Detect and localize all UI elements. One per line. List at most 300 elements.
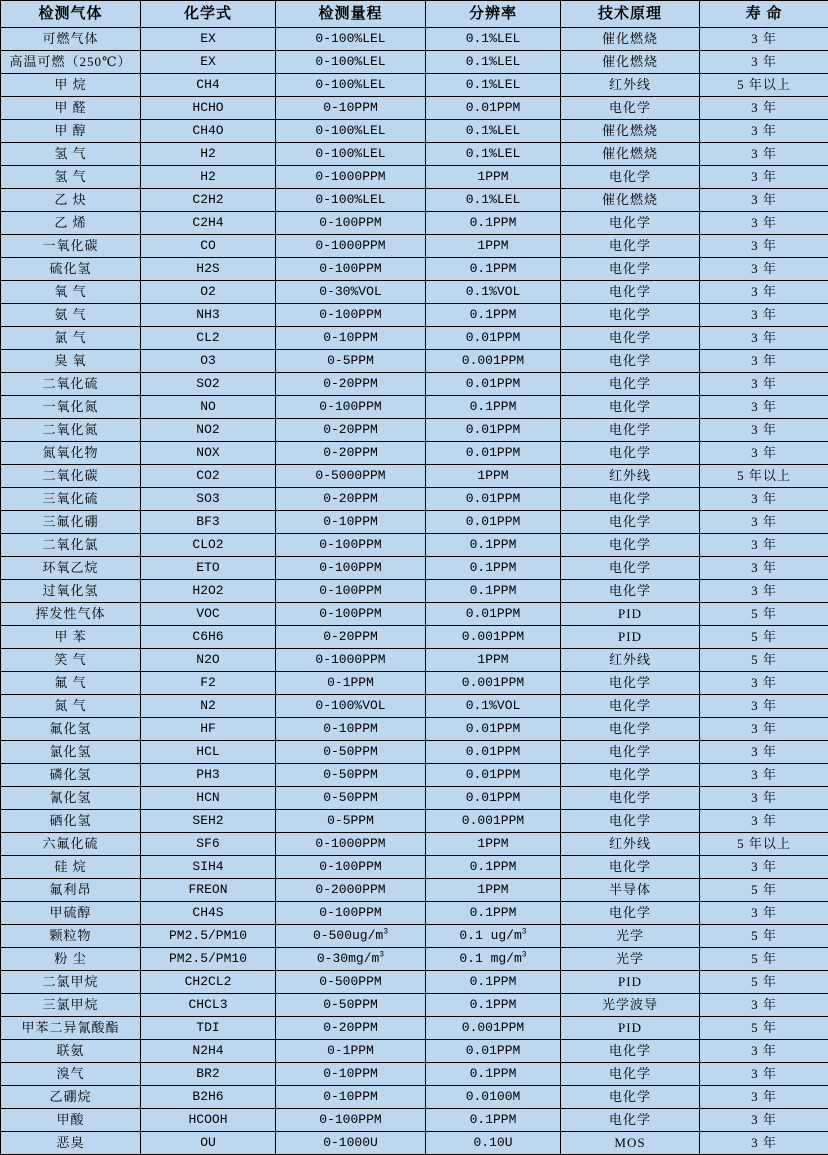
cell-resolution: 0.01PPM: [426, 327, 561, 350]
table-row: [1, 304, 828, 327]
table-row: [1, 672, 828, 695]
table-row: [1, 695, 828, 718]
cell-gas: 三氧化硫: [1, 488, 141, 511]
cell-gas: 氟利昂: [1, 879, 141, 902]
cell-range: 0-50PPM: [276, 741, 426, 764]
cell-technology: 光学: [561, 925, 700, 948]
table-row: [1, 580, 828, 603]
cell-resolution: 0.10U: [426, 1132, 561, 1155]
cell-lifetime: 3 年: [700, 1040, 828, 1063]
table-row: [1, 1109, 828, 1132]
cell-formula: SO3: [141, 488, 276, 511]
cell-resolution: 0.1PPM: [426, 856, 561, 879]
cell-formula: BR2: [141, 1063, 276, 1086]
cell-gas: 高温可燃（250℃）: [1, 51, 141, 74]
cell-range: 0-10PPM: [276, 1063, 426, 1086]
cell-range: 0-100PPM: [276, 902, 426, 925]
cell-range: 0-30%VOL: [276, 281, 426, 304]
cell-range: 0-100PPM: [276, 212, 426, 235]
cell-lifetime: 3 年: [700, 28, 828, 51]
cell-resolution: 0.01PPM: [426, 97, 561, 120]
cell-technology: 催化燃烧: [561, 120, 700, 143]
cell-gas: 颗粒物: [1, 925, 141, 948]
cell-gas: 可燃气体: [1, 28, 141, 51]
cell-range: 0-100PPM: [276, 396, 426, 419]
cell-gas: 硫化氢: [1, 258, 141, 281]
cell-resolution: 0.1PPM: [426, 557, 561, 580]
cell-gas: 二氧化氯: [1, 534, 141, 557]
cell-formula: NOX: [141, 442, 276, 465]
table-row: [1, 994, 828, 1017]
cell-lifetime: 3 年: [700, 235, 828, 258]
cell-gas: 氨 气: [1, 304, 141, 327]
cell-range: 0-5000PPM: [276, 465, 426, 488]
cell-formula: CHCL3: [141, 994, 276, 1017]
table-row: [1, 557, 828, 580]
cell-resolution: 0.01PPM: [426, 787, 561, 810]
cell-lifetime: 3 年: [700, 718, 828, 741]
cell-gas: 一氧化碳: [1, 235, 141, 258]
cell-range: 0-50PPM: [276, 994, 426, 1017]
cell-range: 0-1000PPM: [276, 235, 426, 258]
cell-resolution: 0.001PPM: [426, 350, 561, 373]
cell-range: 0-1PPM: [276, 1040, 426, 1063]
table-row: [1, 74, 828, 97]
cell-range: 0-5PPM: [276, 810, 426, 833]
cell-range: 0-1000PPM: [276, 649, 426, 672]
cell-gas: 硒化氢: [1, 810, 141, 833]
cell-lifetime: 3 年: [700, 51, 828, 74]
cell-formula: SF6: [141, 833, 276, 856]
table-row: [1, 143, 828, 166]
cell-formula: C6H6: [141, 626, 276, 649]
cell-lifetime: 3 年: [700, 97, 828, 120]
cell-formula: EX: [141, 28, 276, 51]
table-row: [1, 419, 828, 442]
cell-gas: 甲 醛: [1, 97, 141, 120]
cell-gas: 二氧化碳: [1, 465, 141, 488]
cell-lifetime: 3 年: [700, 120, 828, 143]
cell-lifetime: 5 年以上: [700, 465, 828, 488]
cell-resolution: 0.1%VOL: [426, 695, 561, 718]
cell-technology: 催化燃烧: [561, 143, 700, 166]
cell-resolution: 0.01PPM: [426, 741, 561, 764]
cell-resolution: 0.1PPM: [426, 1109, 561, 1132]
cell-technology: 电化学: [561, 304, 700, 327]
cell-technology: 催化燃烧: [561, 51, 700, 74]
cell-lifetime: 3 年: [700, 212, 828, 235]
cell-range: 0-20PPM: [276, 1017, 426, 1040]
table-row: [1, 534, 828, 557]
table-row: [1, 258, 828, 281]
cell-technology: 电化学: [561, 580, 700, 603]
cell-technology: 催化燃烧: [561, 189, 700, 212]
cell-technology: 电化学: [561, 235, 700, 258]
cell-resolution: 0.01PPM: [426, 603, 561, 626]
table-row: [1, 350, 828, 373]
cell-lifetime: 3 年: [700, 488, 828, 511]
cell-formula: F2: [141, 672, 276, 695]
cell-resolution: 0.1PPM: [426, 212, 561, 235]
cell-gas: 环氧乙烷: [1, 557, 141, 580]
cell-lifetime: 3 年: [700, 189, 828, 212]
cell-gas: 二氧化氮: [1, 419, 141, 442]
cell-lifetime: 3 年: [700, 1109, 828, 1132]
cell-lifetime: 3 年: [700, 1132, 828, 1155]
cell-technology: 红外线: [561, 833, 700, 856]
cell-gas: 甲 烷: [1, 74, 141, 97]
cell-resolution: 0.001PPM: [426, 672, 561, 695]
cell-range: 0-100PPM: [276, 304, 426, 327]
cell-formula: N2: [141, 695, 276, 718]
table-row: [1, 902, 828, 925]
cell-lifetime: 3 年: [700, 419, 828, 442]
cell-formula: N2H4: [141, 1040, 276, 1063]
cell-technology: 红外线: [561, 649, 700, 672]
table-row: [1, 649, 828, 672]
cell-range: $0-30mg/m^3$: [276, 948, 426, 971]
cell-range: 0-20PPM: [276, 442, 426, 465]
cell-resolution: 1PPM: [426, 833, 561, 856]
cell-formula: HCN: [141, 787, 276, 810]
cell-resolution: 0.1PPM: [426, 580, 561, 603]
cell-range: 0-20PPM: [276, 488, 426, 511]
cell-formula: H2S: [141, 258, 276, 281]
cell-formula: H2O2: [141, 580, 276, 603]
cell-range: 0-100%LEL: [276, 51, 426, 74]
cell-range: $0-500ug/m^3$: [276, 925, 426, 948]
cell-gas: 一氧化氮: [1, 396, 141, 419]
cell-technology: 电化学: [561, 258, 700, 281]
table-row: [1, 396, 828, 419]
cell-range: 0-100PPM: [276, 580, 426, 603]
cell-resolution: 1PPM: [426, 879, 561, 902]
cell-range: 0-100%LEL: [276, 74, 426, 97]
cell-resolution: 0.01PPM: [426, 764, 561, 787]
cell-gas: 联氨: [1, 1040, 141, 1063]
cell-formula: VOC: [141, 603, 276, 626]
cell-range: 0-10PPM: [276, 718, 426, 741]
cell-range: 0-100%LEL: [276, 28, 426, 51]
cell-technology: PID: [561, 1017, 700, 1040]
cell-technology: 电化学: [561, 718, 700, 741]
cell-technology: 催化燃烧: [561, 28, 700, 51]
cell-formula: NO2: [141, 419, 276, 442]
cell-lifetime: 3 年: [700, 258, 828, 281]
column-header-lifetime: 寿 命: [700, 1, 828, 28]
cell-gas: 笑 气: [1, 649, 141, 672]
table-row: [1, 235, 828, 258]
cell-resolution: 0.1PPM: [426, 534, 561, 557]
cell-lifetime: 3 年: [700, 902, 828, 925]
cell-technology: 电化学: [561, 281, 700, 304]
cell-formula: CH4: [141, 74, 276, 97]
table-row: [1, 1063, 828, 1086]
cell-resolution: 0.1%LEL: [426, 120, 561, 143]
cell-technology: 红外线: [561, 74, 700, 97]
cell-gas: 氧 气: [1, 281, 141, 304]
cell-resolution: 0.001PPM: [426, 1017, 561, 1040]
cell-formula: C2H2: [141, 189, 276, 212]
cell-lifetime: 5 年: [700, 925, 828, 948]
cell-gas: 溴气: [1, 1063, 141, 1086]
cell-formula: BF3: [141, 511, 276, 534]
cell-range: 0-50PPM: [276, 787, 426, 810]
cell-technology: 电化学: [561, 695, 700, 718]
cell-resolution: 0.1%LEL: [426, 28, 561, 51]
cell-lifetime: 5 年: [700, 603, 828, 626]
cell-resolution: 1PPM: [426, 235, 561, 258]
cell-resolution: 0.1PPM: [426, 994, 561, 1017]
cell-lifetime: 3 年: [700, 442, 828, 465]
cell-formula: O2: [141, 281, 276, 304]
cell-technology: 光学: [561, 948, 700, 971]
column-header-technology: 技术原理: [561, 1, 700, 28]
cell-gas: 氟 气: [1, 672, 141, 695]
cell-technology: 电化学: [561, 1040, 700, 1063]
cell-lifetime: 5 年: [700, 1017, 828, 1040]
cell-resolution: 0.1%VOL: [426, 281, 561, 304]
cell-formula: EX: [141, 51, 276, 74]
cell-range: 0-50PPM: [276, 764, 426, 787]
cell-formula: TDI: [141, 1017, 276, 1040]
cell-resolution: 0.01PPM: [426, 442, 561, 465]
cell-formula: SIH4: [141, 856, 276, 879]
cell-gas: 恶臭: [1, 1132, 141, 1155]
cell-range: 0-1000PPM: [276, 833, 426, 856]
cell-lifetime: 5 年: [700, 649, 828, 672]
cell-gas: 三氟化硼: [1, 511, 141, 534]
cell-formula: CLO2: [141, 534, 276, 557]
cell-technology: 红外线: [561, 465, 700, 488]
cell-formula: NH3: [141, 304, 276, 327]
cell-formula: N2O: [141, 649, 276, 672]
cell-lifetime: 3 年: [700, 557, 828, 580]
table-row: [1, 764, 828, 787]
cell-formula: HCHO: [141, 97, 276, 120]
table-row: [1, 166, 828, 189]
cell-range: 0-100PPM: [276, 557, 426, 580]
cell-resolution: 1PPM: [426, 649, 561, 672]
cell-lifetime: 3 年: [700, 764, 828, 787]
cell-resolution: 0.01PPM: [426, 488, 561, 511]
cell-resolution: 0.1 $ug/m^3$: [426, 925, 561, 948]
cell-gas: 乙 烯: [1, 212, 141, 235]
cell-technology: 电化学: [561, 557, 700, 580]
cell-formula: CH2CL2: [141, 971, 276, 994]
cell-technology: 电化学: [561, 373, 700, 396]
cell-resolution: 0.1%LEL: [426, 51, 561, 74]
cell-lifetime: 3 年: [700, 856, 828, 879]
column-header-formula: 化学式: [141, 1, 276, 28]
table-row: [1, 948, 828, 971]
cell-range: 0-100%VOL: [276, 695, 426, 718]
cell-lifetime: 5 年: [700, 971, 828, 994]
cell-range: 0-100PPM: [276, 534, 426, 557]
cell-gas: 硅 烷: [1, 856, 141, 879]
table-row: [1, 879, 828, 902]
cell-range: 0-1PPM: [276, 672, 426, 695]
cell-gas: 六氟化硫: [1, 833, 141, 856]
cell-technology: 电化学: [561, 856, 700, 879]
table-row: [1, 741, 828, 764]
cell-technology: PID: [561, 971, 700, 994]
cell-lifetime: 3 年: [700, 511, 828, 534]
cell-technology: 电化学: [561, 488, 700, 511]
cell-lifetime: 3 年: [700, 994, 828, 1017]
cell-lifetime: 3 年: [700, 327, 828, 350]
cell-lifetime: 3 年: [700, 810, 828, 833]
table-row: [1, 718, 828, 741]
cell-formula: CL2: [141, 327, 276, 350]
cell-range: 0-10PPM: [276, 327, 426, 350]
cell-lifetime: 3 年: [700, 350, 828, 373]
cell-lifetime: 3 年: [700, 695, 828, 718]
cell-gas: 氢 气: [1, 143, 141, 166]
cell-formula: PM2.5/PM10: [141, 948, 276, 971]
table-row: [1, 787, 828, 810]
cell-range: 0-1000U: [276, 1132, 426, 1155]
cell-technology: 电化学: [561, 672, 700, 695]
cell-resolution: 0.001PPM: [426, 626, 561, 649]
cell-formula: PH3: [141, 764, 276, 787]
cell-gas: 过氧化氢: [1, 580, 141, 603]
cell-gas: 二氯甲烷: [1, 971, 141, 994]
cell-range: 0-10PPM: [276, 511, 426, 534]
table-row: [1, 465, 828, 488]
cell-lifetime: 5 年: [700, 879, 828, 902]
table-row: [1, 373, 828, 396]
cell-resolution: 0.01PPM: [426, 511, 561, 534]
cell-range: 0-10PPM: [276, 1086, 426, 1109]
cell-formula: HCL: [141, 741, 276, 764]
table-row: [1, 856, 828, 879]
cell-lifetime: 3 年: [700, 741, 828, 764]
table-row: [1, 925, 828, 948]
cell-formula: CO2: [141, 465, 276, 488]
cell-resolution: 0.1%LEL: [426, 189, 561, 212]
table-row: [1, 281, 828, 304]
cell-gas: 甲硫醇: [1, 902, 141, 925]
cell-lifetime: 3 年: [700, 1086, 828, 1109]
cell-technology: 电化学: [561, 1086, 700, 1109]
cell-technology: PID: [561, 603, 700, 626]
cell-range: 0-5PPM: [276, 350, 426, 373]
cell-range: 0-100PPM: [276, 258, 426, 281]
table-row: [1, 603, 828, 626]
cell-formula: NO: [141, 396, 276, 419]
cell-gas: 甲苯二异氰酸酯: [1, 1017, 141, 1040]
cell-technology: 电化学: [561, 350, 700, 373]
cell-formula: CH4O: [141, 120, 276, 143]
table-row: [1, 1040, 828, 1063]
column-header-range: 检测量程: [276, 1, 426, 28]
cell-technology: PID: [561, 626, 700, 649]
cell-technology: 电化学: [561, 327, 700, 350]
cell-technology: 电化学: [561, 212, 700, 235]
cell-gas: 氟化氢: [1, 718, 141, 741]
cell-formula: CO: [141, 235, 276, 258]
cell-lifetime: 5 年以上: [700, 833, 828, 856]
cell-gas: 臭 氧: [1, 350, 141, 373]
cell-resolution: 0.0100M: [426, 1086, 561, 1109]
cell-technology: MOS: [561, 1132, 700, 1155]
cell-technology: 电化学: [561, 902, 700, 925]
cell-resolution: 0.1%LEL: [426, 143, 561, 166]
cell-gas: 乙 炔: [1, 189, 141, 212]
cell-gas: 甲 苯: [1, 626, 141, 649]
cell-technology: 电化学: [561, 97, 700, 120]
table-body: [1, 28, 828, 1155]
cell-resolution: 0.1PPM: [426, 396, 561, 419]
cell-range: 0-100PPM: [276, 1109, 426, 1132]
cell-gas: 二氧化硫: [1, 373, 141, 396]
column-header-resolution: 分辨率: [426, 1, 561, 28]
cell-resolution: 0.01PPM: [426, 718, 561, 741]
table-row: [1, 1132, 828, 1155]
cell-formula: H2: [141, 166, 276, 189]
cell-range: 0-500PPM: [276, 971, 426, 994]
cell-technology: 电化学: [561, 534, 700, 557]
cell-technology: 电化学: [561, 396, 700, 419]
cell-range: 0-100PPM: [276, 603, 426, 626]
cell-technology: 电化学: [561, 419, 700, 442]
cell-technology: 电化学: [561, 166, 700, 189]
cell-range: 0-20PPM: [276, 626, 426, 649]
cell-formula: CH4S: [141, 902, 276, 925]
cell-gas: 氯化氢: [1, 741, 141, 764]
cell-gas: 磷化氢: [1, 764, 141, 787]
table-row: [1, 1017, 828, 1040]
cell-formula: O3: [141, 350, 276, 373]
table-row: [1, 833, 828, 856]
column-header-gas: 检测气体: [1, 1, 141, 28]
cell-gas: 氮氧化物: [1, 442, 141, 465]
table-row: [1, 28, 828, 51]
cell-technology: 电化学: [561, 810, 700, 833]
cell-range: 0-100%LEL: [276, 143, 426, 166]
table-row: [1, 810, 828, 833]
table-row: [1, 97, 828, 120]
cell-lifetime: 3 年: [700, 580, 828, 603]
cell-lifetime: 5 年以上: [700, 74, 828, 97]
cell-technology: 电化学: [561, 1109, 700, 1132]
cell-formula: SEH2: [141, 810, 276, 833]
table-header: [1, 1, 828, 28]
cell-formula: OU: [141, 1132, 276, 1155]
cell-lifetime: 3 年: [700, 396, 828, 419]
cell-lifetime: 3 年: [700, 281, 828, 304]
table-row: [1, 189, 828, 212]
table-row: [1, 212, 828, 235]
cell-formula: HCOOH: [141, 1109, 276, 1132]
cell-gas: 氮 气: [1, 695, 141, 718]
cell-lifetime: 3 年: [700, 304, 828, 327]
cell-resolution: 0.1 $mg/m^3$: [426, 948, 561, 971]
cell-gas: 挥发性气体: [1, 603, 141, 626]
cell-technology: 电化学: [561, 511, 700, 534]
cell-resolution: 0.1%LEL: [426, 74, 561, 97]
cell-formula: SO2: [141, 373, 276, 396]
table-row: [1, 626, 828, 649]
cell-resolution: 1PPM: [426, 465, 561, 488]
cell-gas: 氯 气: [1, 327, 141, 350]
cell-resolution: 1PPM: [426, 166, 561, 189]
cell-gas: 三氯甲烷: [1, 994, 141, 1017]
cell-resolution: 0.01PPM: [426, 1040, 561, 1063]
table-row: [1, 120, 828, 143]
table-row: [1, 1086, 828, 1109]
